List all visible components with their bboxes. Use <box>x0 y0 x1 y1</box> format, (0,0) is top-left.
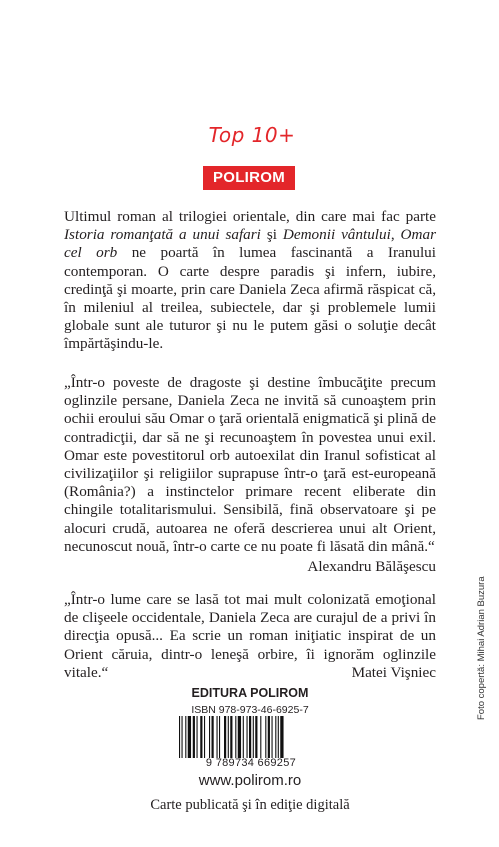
barcode-digits: 9 789734 669257 <box>205 757 297 769</box>
publisher-name: EDITURA POLIROM <box>191 686 309 700</box>
quote-1-author: Alexandru Bălăşescu <box>307 558 436 575</box>
barcode <box>177 716 323 758</box>
blurb-title-2: Demonii vântului <box>282 226 391 244</box>
blurb-body: ne poartă în lumea fascinantă a Iranului contemporan. O carte despre paradis şi infern, iubire, credinţă şi moarte, prin care Daniela Zeca afirmă răspicat că, în mileniul al treilea, subiectele, dar şi problemele lumii globale sunt ale tuturor şi nu le putem găsi o soluţie decât împărtăşindu-le. <box>64 244 436 353</box>
blurb-intro: Ultimul roman al trilogiei orientale, din care mai fac parte <box>64 208 436 225</box>
quote-1-text: „Într-o poveste de dragoste şi destine îmbucăţite precum oglinzile persane, Daniela Zeca ne invită să cunoaştem prin ochii eroului său Omar o ţară orientală enigmatică şi plină de contradicţii, dar să ne şi recunoaştem în povestea unui exil. Omar este povestitorul orb autoexilat din Iranul sofisticat al civilizaţiilor şi religiilor suprapuse într-o ţară est-europeană (România?) a instinctelor primare recent eliberate din chingile totalitarismului. Sensibilă, fină observatoare şi pe alocuri crudă, autoarea ne oferă descrierea unui alt Orient, necunoscut nouă, într-o carte ce nu poate fi lăsată din mână.“ <box>64 374 436 555</box>
isbn-text: ISBN 978-973-46-6925-7 <box>191 704 309 716</box>
website-url: www.polirom.ro <box>198 772 302 789</box>
digital-edition-note: Carte publicată şi în ediţie digitală <box>150 797 350 813</box>
cover-photo-credit: Foto copertă: Mihai Adrian Buzura <box>476 576 487 720</box>
publisher-badge: POLIROM <box>203 166 295 190</box>
blurb-conjunction: şi <box>266 226 277 244</box>
blurb-title-3: Omar cel orb <box>64 226 436 262</box>
blurb-title-1: Istoria romanţată a unui safari <box>64 226 261 244</box>
quote-2-author: Matei Vişniec <box>351 664 436 681</box>
quote-2-text: „Într-o lume care se lasă tot mai mult colonizată emoţional de clişeele occidentale, Daniela Zeca are curajul de a privi în direcţia opusă... Ea scrie un roman iniţiatic inspirat de un Orient căruia, dintr-o leneşă orbire, îi ignorăm oglinzile vitale.“ <box>64 591 436 681</box>
series-logo: Top 10+ <box>208 123 296 147</box>
blurb-paragraph: Ultimul roman al trilogiei orientale, din care mai fac parte Istoria romanţată a unui safari şi Demonii vântului, Omar cel orb ne poartă în lumea fascinantă a Iranului contemporan. O carte despre paradis şi infern, iubire, credinţă şi moarte, prin care Daniela Zeca afirmă răspicat că, în mileniul al treilea, subiectele, dar şi problemele lumii globale sunt ale tuturor şi nu le putem găsi o soluţie decât împărtăşindu-le. <box>64 208 436 353</box>
